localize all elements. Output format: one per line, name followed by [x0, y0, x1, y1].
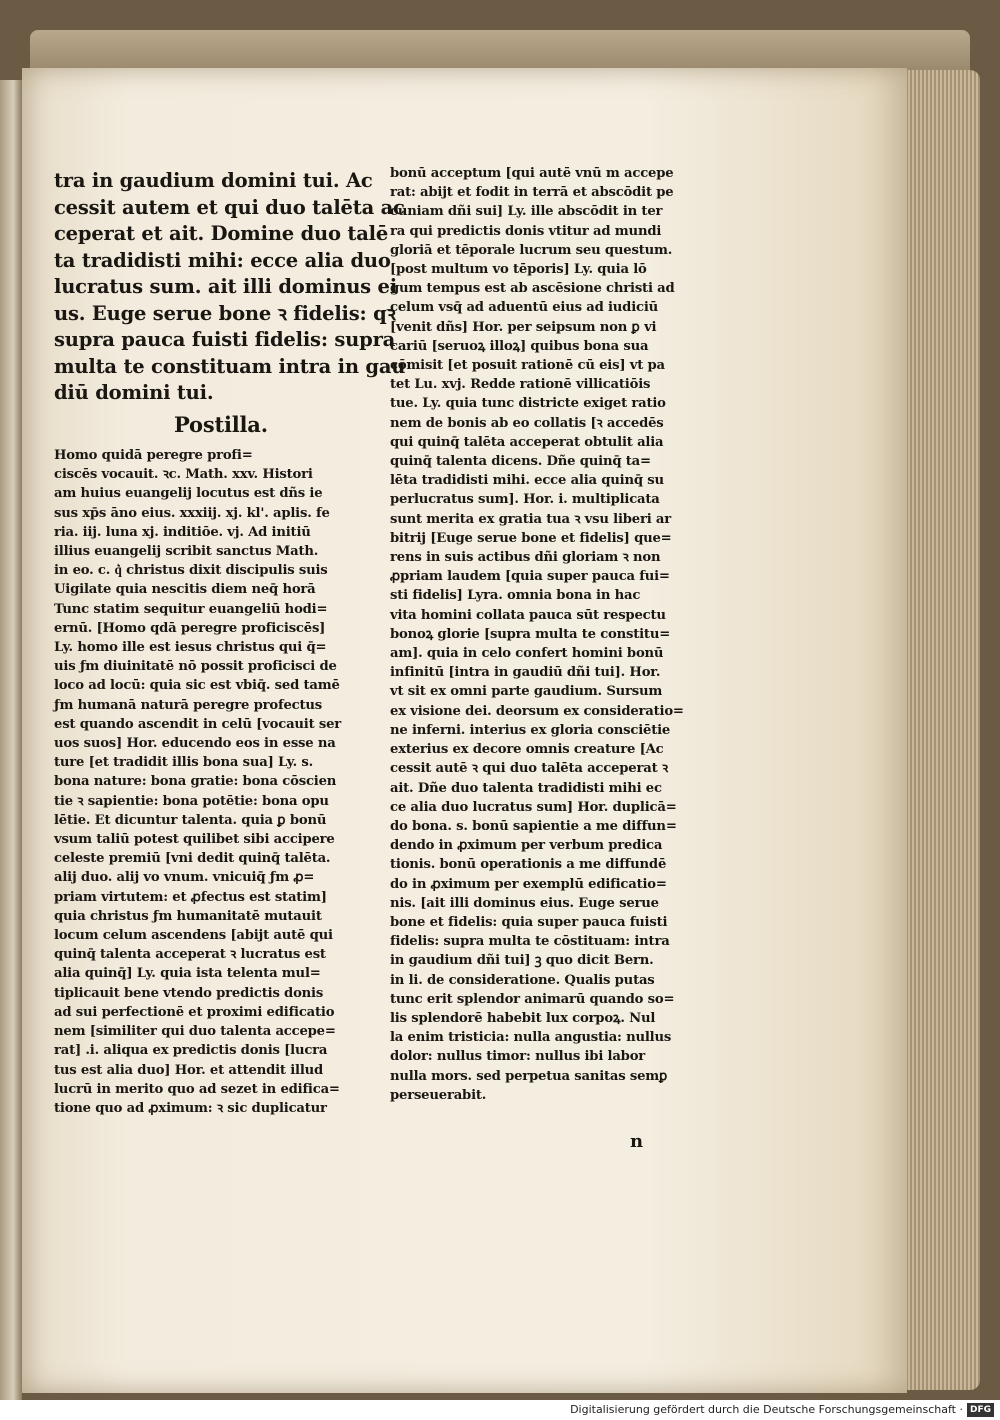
- commentary-line: rat] .i. aliqua ex predictis donis [lucra: [54, 1043, 328, 1059]
- gospel-text: [54, 168, 405, 407]
- commentary-line: Ly. homo ille est iesus christus qui q̄=: [54, 640, 327, 656]
- commentary-line: ture [et tradidit illis bona sua] Ly. s.: [54, 755, 313, 771]
- right-column-line: la enim tristicia: nulla angustia: nullus: [390, 1030, 672, 1046]
- right-column-line: cōmisit [et posuit rationē cū eis] vt pa: [390, 358, 665, 374]
- right-column-line: cuniam dñi sui] Ly. ille abscōdit in ter: [390, 204, 663, 220]
- right-column-line: gloriā et tēporale lucrum seu questum.: [390, 242, 673, 258]
- commentary-line: illius euangelij scribit sanctus Math.: [54, 544, 319, 560]
- commentary-line: Uigilate quia nescitis diem neq̄ horā: [54, 582, 316, 598]
- right-column-line: sti fidelis] Lyra. omnia bona in hac: [390, 588, 641, 604]
- right-column-line: perlucratus sum]. Hor. i. multiplicata: [390, 492, 660, 508]
- gospel-line: lucratus sum. ait illi dominus ei: [54, 275, 397, 298]
- commentary-line: priam virtutem: et ꝓfectus est statim]: [54, 889, 327, 905]
- right-column-line: do bona. s. bonū sapientie a me diffun=: [390, 818, 677, 834]
- gospel-line: supra pauca fuisti fidelis: supra: [54, 328, 396, 351]
- dfg-logo: DFG: [967, 1403, 994, 1417]
- right-column-line: tet Lu. xvj. Redde rationē villicatiōis: [390, 377, 651, 393]
- commentary-line: alia quinq̄] Ly. quia ista telenta mul=: [54, 966, 321, 982]
- right-column-line: bitrij [Euge serue bone et fidelis] que=: [390, 530, 672, 546]
- right-column-line: lēta tradidisti mihi. ecce alia quinq̄ su: [390, 473, 664, 489]
- right-column-line: infinitū [intra in gaudiū dñi tui]. Hor.: [390, 665, 661, 681]
- commentary-line: am huius euangelij locutus est dñs ie: [54, 486, 323, 502]
- commentary-line: alij duo. alij vo vnum. vnicuiq̄ ƒm ꝓ=: [54, 870, 315, 886]
- commentary-line: lētie. Et dicuntur talenta. quia ꝑ bonū: [54, 812, 327, 828]
- right-column-line: gum tempus est ab ascēsione christi ad: [390, 281, 675, 297]
- right-column-line: ex visione dei. deorsum ex consideratio=: [390, 703, 684, 719]
- right-column-line: sunt merita ex gratia tua ꝛ vsu liberi ar: [390, 511, 672, 527]
- commentary-line: ciscēs vocauit. ꝛc. Math. xxv. Histori: [54, 467, 313, 483]
- right-column-line: tunc erit splendor animarū quando so=: [390, 991, 675, 1007]
- commentary-line: tiplicauit bene vtendo predictis donis: [54, 985, 324, 1001]
- right-column-line: fidelis: supra multa te cōstituam: intra: [390, 934, 670, 950]
- gospel-line: tra in gaudium domini tui. Ac: [54, 169, 373, 192]
- right-column-line: ce alia duo lucratus sum] Hor. duplicā=: [390, 799, 677, 815]
- commentary-line: sus xp̄s āno eius. xxxiij. xj. kl'. aplis. fe: [54, 505, 330, 521]
- right-column-line: vita homini collata pauca sūt respectu: [390, 607, 666, 623]
- commentary-line: uis ƒm diuinitatē nō possit proficisci de: [54, 659, 337, 675]
- right-column-line: celum vsq̄ ad aduentū eius ad iudiciū: [390, 300, 659, 316]
- commentary-line: nem [similiter qui duo talenta accepe=: [54, 1024, 336, 1040]
- right-column-line: [post multum vo tēporis] Ly. quia lō: [390, 262, 647, 278]
- book-page: [22, 68, 907, 1393]
- right-column-line: dolor: nullus timor: nullus ibi labor: [390, 1049, 646, 1065]
- right-column-line: cariū [seruoꝝ illoꝝ] quibus bona sua: [390, 338, 649, 354]
- right-column-line: exterius ex decore omnis creature [Ac: [390, 742, 664, 758]
- right-column-line: vt sit ex omni parte gaudium. Sursum: [390, 684, 663, 700]
- right-column-line: tue. Ly. quia tunc districte exiget ratio: [390, 396, 666, 412]
- right-column-line: ra qui predictis donis vtitur ad mundi: [390, 223, 662, 239]
- right-column-line: rens in suis actibus dñi gloriam ꝛ non: [390, 550, 661, 566]
- right-column-line: ne inferni. interius ex gloria consciētie: [390, 722, 671, 738]
- digitization-footer: [0, 1400, 1000, 1420]
- commentary-line: bona nature: bona gratie: bona cōscien: [54, 774, 337, 790]
- commentary-line: est quando ascendit in celū [vocauit ser: [54, 716, 342, 732]
- right-column-line: qui quinq̄ talēta acceperat obtulit alia: [390, 434, 664, 450]
- right-column-line: do in ꝓximum per exemplū edificatio=: [390, 876, 667, 892]
- commentary-line: ria. iij. luna xj. inditiōe. vj. Ad initiū: [54, 524, 311, 540]
- signature-mark: n: [630, 1131, 644, 1152]
- gospel-line: cessit autem et qui duo talēta ac: [54, 195, 405, 219]
- right-column-line: nem de bonis ab eo collatis [ꝛ accedēs: [390, 415, 664, 431]
- right-column-line: nulla mors. sed perpetua sanitas semꝑ: [390, 1068, 668, 1084]
- right-column-line: in gaudium dñi tui] ꝫ quo dicit Bern.: [390, 953, 654, 969]
- gospel-line: ceperat et ait. Domine duo talē: [54, 222, 389, 245]
- commentary-line: quia christus ƒm humanitatē mutauit: [54, 908, 322, 924]
- gospel-line: us. Euge serue bone ꝛ fidelis: qꝛ: [54, 301, 396, 325]
- right-column-line: ꝓpriam laudem [quia super pauca fui=: [390, 569, 670, 585]
- commentary-line: ƒm humanā naturā peregre profectus: [54, 697, 322, 713]
- commentary-line: locum celum ascendens [abijt autē qui: [54, 928, 333, 944]
- right-column-line: bonū acceptum [qui autē vnū m accepe: [390, 166, 674, 181]
- commentary-text: [54, 446, 341, 1118]
- right-column-line: in li. de consideratione. Qualis putas: [390, 972, 655, 988]
- commentary-line: tus est alia duo] Hor. et attendit illud: [54, 1062, 324, 1078]
- commentary-line: Tunc statim sequitur euangeliū hodi=: [54, 601, 328, 617]
- commentary-line: lucrū in merito quo ad sezet in edifica=: [54, 1081, 340, 1097]
- right-column-line: dendo in ꝓximum per verbum predica: [390, 838, 663, 854]
- right-column-line: ait. Dñe duo talenta tradidisti mihi ec: [390, 780, 662, 796]
- commentary-line: Homo quidā peregre profi=: [54, 448, 253, 463]
- gospel-line: multa te constituam intra in gau: [54, 354, 406, 378]
- right-column-line: [venit dñs] Hor. per seipsum non ꝑ vi: [390, 319, 657, 335]
- commentary-line: uos suos] Hor. educendo eos in esse na: [54, 736, 336, 752]
- commentary-line: celeste premiū [vni dedit quinq̄ talēta.: [54, 851, 331, 867]
- commentary-line: ad sui perfectionē et proximi edificatio: [54, 1004, 335, 1020]
- commentary-line: in eo. c. q͛ christus dixit discipulis suis: [54, 563, 328, 579]
- gospel-line: diū domini tui.: [54, 381, 214, 404]
- right-column-line: rat: abijt et fodit in terrā et abscōdit pe: [390, 185, 674, 201]
- commentary-line: loco ad locū: quia sic est vbiq̄. sed tamē: [54, 678, 340, 694]
- right-column-line: lis splendorē habebit lux corpoꝝ. Nul: [390, 1010, 656, 1026]
- right-column-line: nis. [ait illi dominus eius. Euge serue: [390, 895, 659, 911]
- commentary-line: vsum taliū potest quilibet sibi accipere: [54, 832, 335, 848]
- commentary-line: tie ꝛ sapientie: bona potētie: bona opu: [54, 793, 329, 809]
- footer-credit: Digitalisierung gefördert durch die Deutsche Forschungsgemeinschaft ·: [570, 1403, 963, 1416]
- right-column-line: quinq̄ talenta dicens. Dñe quinq̄ ta=: [390, 454, 651, 470]
- right-column-line: am]. quia in celo confert homini bonū: [390, 646, 664, 662]
- right-column-line: bonoꝝ glorie [supra multa te constitu=: [390, 626, 671, 642]
- right-column-line: bone et fidelis: quia super pauca fuisti: [390, 914, 668, 930]
- facing-page-edge: [0, 80, 22, 1400]
- commentary-line: quinq̄ talenta acceperat ꝛ lucratus est: [54, 947, 326, 963]
- right-column: [390, 164, 735, 1105]
- postilla-heading: Postilla.: [174, 412, 268, 437]
- gospel-line: ta tradidisti mihi: ecce alia duo: [54, 248, 391, 272]
- commentary-line: ernū. [Homo qdā peregre proficiscēs]: [54, 620, 326, 636]
- right-column-line: cessit autē ꝛ qui duo talēta acceperat ꝛ: [390, 761, 668, 777]
- right-column-line: perseuerabit.: [390, 1087, 487, 1103]
- commentary-line: tione quo ad ꝓximum: ꝛ sic duplicatur: [54, 1100, 327, 1116]
- right-column-line: tionis. bonū operationis a me diffundē: [390, 857, 667, 873]
